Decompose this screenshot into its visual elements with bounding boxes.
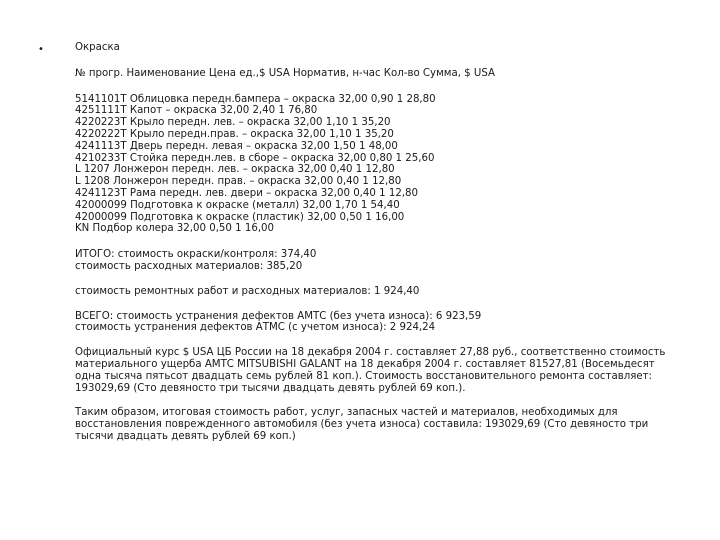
repair-and-materials-cost: стоимость ремонтных работ и расходных материалов: 1 924,40	[75, 285, 420, 297]
totals-block	[75, 249, 675, 273]
grand-total-with-wear: стоимость устранения дефектов АТМС (с учетом износа): 2 924,24	[75, 322, 436, 334]
list-item: 4241123T Рама передн. лев. двери – окраска 32,00 0,40 1 12,80	[75, 187, 419, 199]
list-item: L 1207 Лонжерон передн. лев. – окраска 32,00 0,40 1 12,80	[75, 164, 395, 176]
list-item: 4210233T Стойка передн.лев. в сборе – окраска 32,00 0,80 1 25,60	[75, 152, 435, 164]
list-item: 4220222T Крыло передн.прав. – окраска 32,00 1,10 1 35,20	[75, 128, 394, 140]
grand-totals-block	[75, 311, 675, 335]
list-item: 4220223T Крыло передн. лев. – окраска 32,00 1,10 1 35,20	[75, 117, 391, 129]
list-item: 42000099 Подготовка к окраске (пластик) 32,00 0,50 1 16,00	[75, 211, 405, 223]
list-item: KN Подбор колера 32,00 0,50 1 16,00	[75, 223, 275, 235]
conclusion-paragraph: Таким образом, итоговая стоимость работ, услуг, запасных частей и материалов, необходимых для восстановления поврежденного автомобиля (без учета износа) составила: 193029,69 (Сто девяносто три тысячи двадцать девять рублей 69 коп.)	[75, 407, 649, 442]
list-item: 4241113T Дверь передн. левая – окраска 32,00 1,50 1 48,00	[75, 140, 398, 152]
list-item: 42000099 Подготовка к окраске (металл) 32,00 1,70 1 54,40	[75, 199, 400, 211]
table-header: № прогр. Наименование Цена ед.,$ USA Норматив, н-час Кол-во Сумма, $ USA	[75, 67, 495, 79]
list-item: 4251111T Капот – окраска 32,00 2,40 1 76,80	[75, 105, 318, 117]
repair-materials-block	[75, 286, 675, 298]
paint-cost-total: ИТОГО: стоимость окраски/контроля: 374,40	[75, 249, 317, 261]
section-title: Окраска	[75, 42, 120, 53]
grand-total-without-wear: ВСЕГО: стоимость устранения дефектов АМТС (без учета износа): 6 923,59	[75, 310, 482, 322]
list-item: 5141101T Облицовка передн.бампера – окраска 32,00 0,90 1 28,80	[75, 93, 436, 105]
bullet-marker: •	[38, 44, 44, 55]
list-item: L 1208 Лонжерон передн. прав. – окраска 32,00 0,40 1 12,80	[75, 176, 402, 188]
items-list	[75, 94, 675, 236]
document-body	[75, 42, 675, 456]
materials-cost-total: стоимость расходных материалов: 385,20	[75, 260, 303, 272]
exchange-rate-paragraph: Официальный курс $ USA ЦБ России на 18 декабря 2004 г. составляет 27,88 руб., соответственно стоимость материального ущерба АМТС MITSUBISHI GALANT на 18 декабря 2004 г. составляет 81527,81 (Восемьдесят одна тысяча пятьсот двадцать семь рублей 81 коп.). Стоимость восстановительного ремонта составляет: 193029,69 (Сто девяносто три тысячи двадцать девять рублей 69 коп.).	[75, 347, 666, 394]
